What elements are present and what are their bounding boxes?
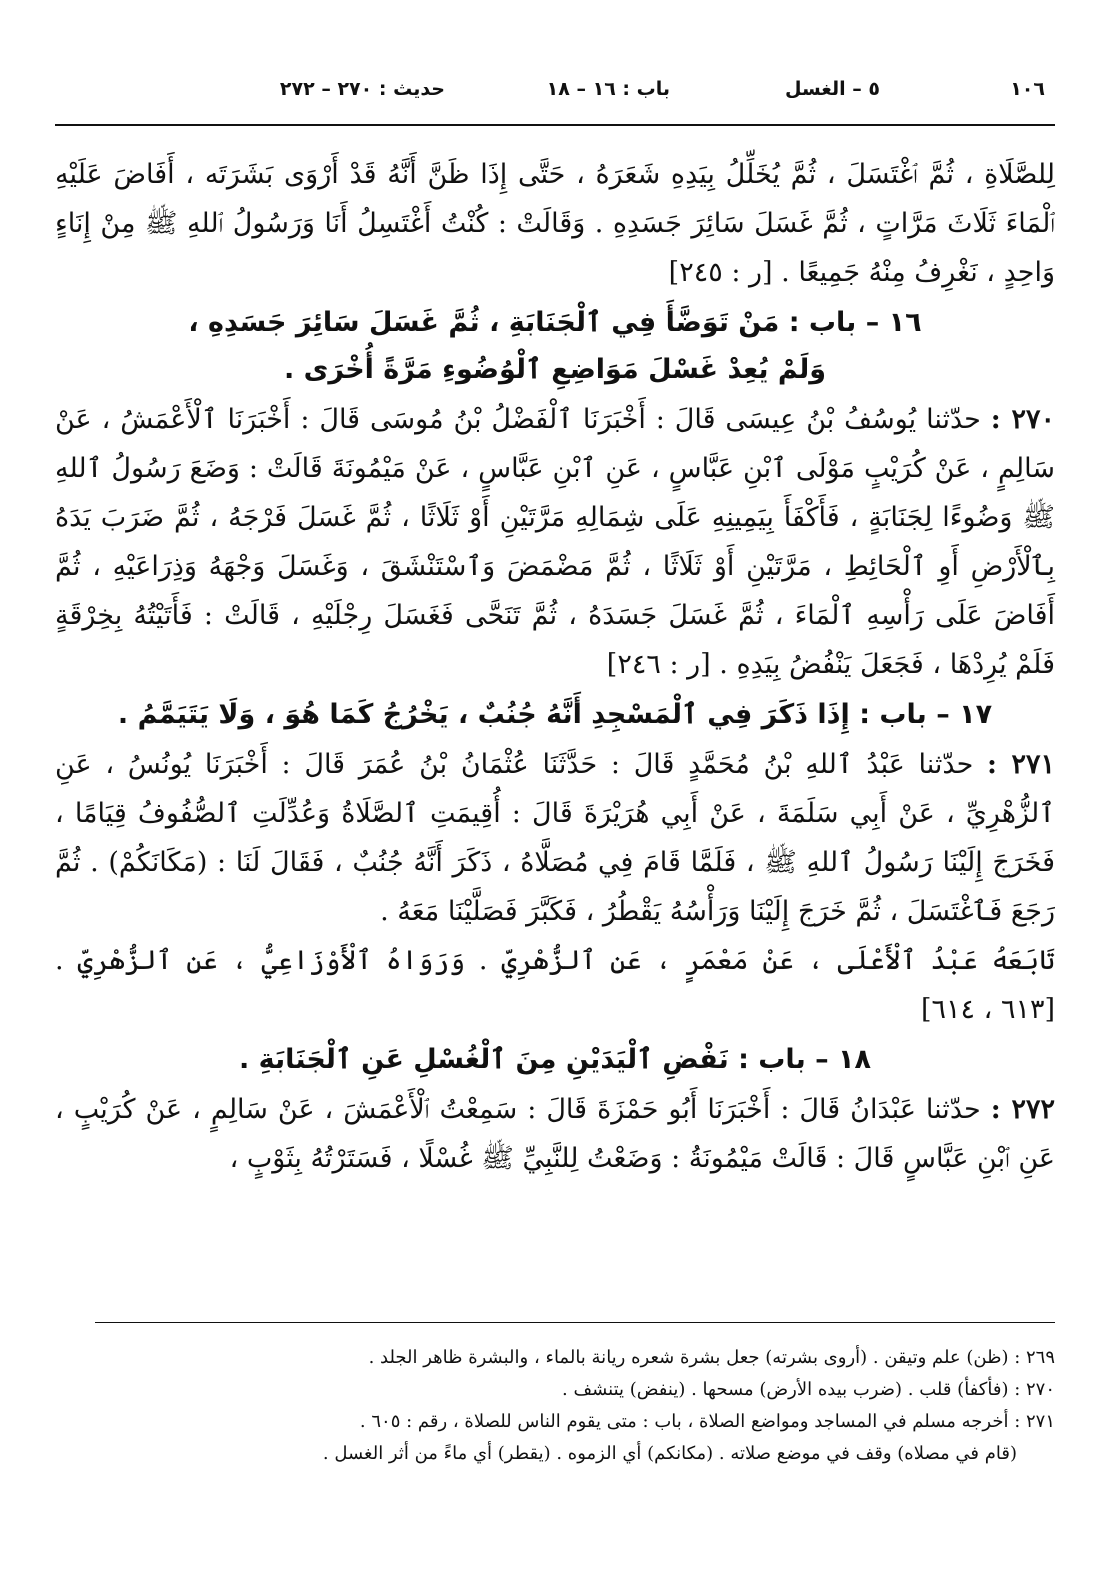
book-page xyxy=(55,0,1055,1590)
mutabaa-text: تَابَعَهُ عَبْدُ ٱلْأَعْلَى ، عَنْ مَعْمَرٍ ، عَنِ ٱلزُّهْرِيِّ . وَرَوَاهُ ٱلْأَوْزَاعِيُّ ، عَنِ ٱلزُّهْرِيِّ . xyxy=(55,945,1055,976)
chapter-title: ٥ – الغسل xyxy=(784,78,880,100)
chapter-heading-line: وَلَمْ يُعِدْ غَسْلَ مَوَاضِعِ ٱلْوُضُوءِ مَرَّةً أُخْرَى . xyxy=(284,354,826,385)
hadith-text: حدّثنا يُوسُفُ بْنُ عِيسَى قَالَ : أَخْبَرَنَا ٱلْفَضْلُ بْنُ مُوسَى قَالَ : أَخْبَرَنَا ٱلْأَعْمَشُ ، عَنْ سَالِمٍ ، عَنْ كُرَيْبٍ مَوْلَى ٱبْنِ عَبَّاسٍ ، عَنِ ٱبْنِ عَبَّاسٍ ، عَنْ مَيْمُونَةَ قَالَتْ : وَضَعَ رَسُولُ ٱللهِ ﷺ وَضُوءًا لِجَنَابَةٍ ، فَأَكْفَأَ بِيَمِينِهِ عَلَى شِمَالِهِ مَرَّتَيْنِ أَوْ ثَلَاثًا ، ثُمَّ غَسَلَ فَرْجَهُ ، ثُمَّ ضَرَبَ يَدَهُ بِٱلْأَرْضِ أَوِ ٱلْحَائِطِ ، مَرَّتَيْنِ أَوْ ثَلَاثًا ، ثُمَّ مَضْمَضَ وَٱسْتَنْشَقَ ، وَغَسَلَ وَجْهَهُ وَذِرَاعَيْهِ ، ثُمَّ أَفَاضَ عَلَى رَأْسِهِ ٱلْمَاءَ ، ثُمَّ غَسَلَ جَسَدَهُ ، ثُمَّ تَنَحَّى فَغَسَلَ رِجْلَيْهِ ، قَالَتْ : فَأَتَيْتُهُ بِخِرْقَةٍ فَلَمْ يُرِدْهَا ، فَجَعَلَ يَنْفُضُ بِيَدِهِ . xyxy=(55,404,1055,680)
chapter-heading-18 xyxy=(55,1036,1055,1083)
hadith-271 xyxy=(55,740,1055,936)
footnotes xyxy=(55,1342,1055,1470)
chapter-heading-17 xyxy=(55,691,1055,738)
cross-reference: [ر : ٢٤٦] xyxy=(606,649,711,680)
hadith-text: حدّثنا عَبْدَانُ قَالَ : أَخْبَرَنَا أَبُو حَمْزَةَ قَالَ : سَمِعْتُ ٱلْأَعْمَشَ ، عَنْ سَالِمٍ ، عَنْ كُرَيْبٍ ، عَنِ ٱبْنِ عَبَّاسٍ قَالَ : قَالَتْ مَيْمُونَةُ : وَضَعْتُ لِلنَّبِيِّ ﷺ غُسْلًا ، فَسَتَرْتُهُ بِثَوْبٍ ، xyxy=(55,1094,1055,1174)
footnote-270: ٢٧٠ : (فأكفأ) قلب . (ضرب بيده الأرض) مسحها . (ينفض) يتنشف . xyxy=(562,1379,1055,1400)
chapter-heading-line: ١٨ – باب : نَفْضِ ٱلْيَدَيْنِ مِنَ ٱلْغُسْلِ عَنِ ٱلْجَنَابَةِ . xyxy=(239,1044,871,1075)
hadith-number: ٢٧٠ : xyxy=(990,404,1055,435)
cross-reference: [٦١٣ ، ٦١٤] xyxy=(920,994,1055,1025)
hadith-text: حدّثنا عَبْدُ ٱللهِ بْنُ مُحَمَّدٍ قَالَ : حَدَّثَنَا عُثْمَانُ بْنُ عُمَرَ قَالَ : أَخْبَرَنَا يُونُسُ ، عَنِ ٱلزُّهْرِيِّ ، عَنْ أَبِي سَلَمَةَ ، عَنْ أَبِي هُرَيْرَةَ قَالَ : أُقِيمَتِ ٱلصَّلَاةُ وَعُدِّلَتِ ٱلصُّفُوفُ قِيَامًا ، فَخَرَجَ إِلَيْنَا رَسُولُ ٱللهِ ﷺ ، فَلَمَّا قَامَ فِي مُصَلَّاهُ ، ذَكَرَ أَنَّهُ جُنُبٌ ، فَقَالَ لَنَا : (مَكَانَكُمْ) . ثُمَّ رَجَعَ فَٱغْتَسَلَ ، ثُمَّ خَرَجَ إِلَيْنَا وَرَأْسُهُ يَقْطُرُ ، فَكَبَّرَ فَصَلَّيْنَا مَعَهُ . xyxy=(55,749,1055,927)
footnote-269: ٢٦٩ : (ظن) علم وتيقن . (أروى بشرته) جعل بشرة شعره ريانة بالماء ، والبشرة ظاهر الجلد . xyxy=(368,1347,1055,1368)
cross-reference: [ر : ٢٤٥] xyxy=(668,257,773,288)
intro-text: لِلصَّلَاةِ ، ثُمَّ ٱغْتَسَلَ ، ثُمَّ يُخَلِّلُ بِيَدِهِ شَعَرَهُ ، حَتَّى إِذَا ظَنَّ أَنَّهُ قَدْ أَرْوَى بَشَرَتَه ، أَفَاضَ عَلَيْهِ ٱلْمَاءَ ثَلَاثَ مَرَّاتٍ ، ثُمَّ غَسَلَ سَائِرَ جَسَدِهِ . وَقَالَتْ : كُنْتُ أَغْتَسِلُ أَنَا وَرَسُولُ ٱللهِ ﷺ مِنْ إِنَاءٍ وَاحِدٍ ، نَغْرِفُ مِنْهُ جَمِيعًا . xyxy=(55,159,1055,288)
bab-range: باب : ١٦ – ١٨ xyxy=(546,78,670,100)
chapter-heading-line: ١٧ – باب : إِذَا ذَكَرَ فِي ٱلْمَسْجِدِ أَنَّهُ جُنُبٌ ، يَخْرُجُ كَمَا هُوَ ، وَلَا يَتَيَمَّمُ . xyxy=(117,699,993,730)
hadith-270 xyxy=(55,395,1055,689)
running-header xyxy=(55,78,1055,114)
page-number: ١٠٦ xyxy=(1010,78,1045,100)
chapter-heading-line: ١٦ – باب : مَنْ تَوَضَّأَ فِي ٱلْجَنَابَةِ ، ثُمَّ غَسَلَ سَائِرَ جَسَدِهِ ، xyxy=(188,307,922,338)
main-text xyxy=(55,150,1055,1183)
hadith-number: ٢٧١ : xyxy=(987,749,1055,780)
chapter-heading-16 xyxy=(55,299,1055,393)
footnote-divider xyxy=(95,1322,1055,1323)
header-divider xyxy=(55,124,1055,126)
continued-paragraph xyxy=(55,150,1055,297)
hadith-number: ٢٧٢ : xyxy=(990,1094,1055,1125)
footnote-271: ٢٧١ : أخرجه مسلم في المساجد ومواضع الصلاة ، باب : متى يقوم الناس للصلاة ، رقم : ٦٠٥ . xyxy=(359,1411,1055,1432)
mutabaa-note xyxy=(55,936,1055,1034)
hadith-range: حديث : ٢٧٠ – ٢٧٢ xyxy=(279,78,445,100)
hadith-272 xyxy=(55,1085,1055,1183)
footnote-271-continued: (قام في مصلاه) وقف في موضع صلاته . (مكانكم) أي الزموه . (يقطر) أي ماءً من أثر الغسل . xyxy=(322,1443,1017,1464)
